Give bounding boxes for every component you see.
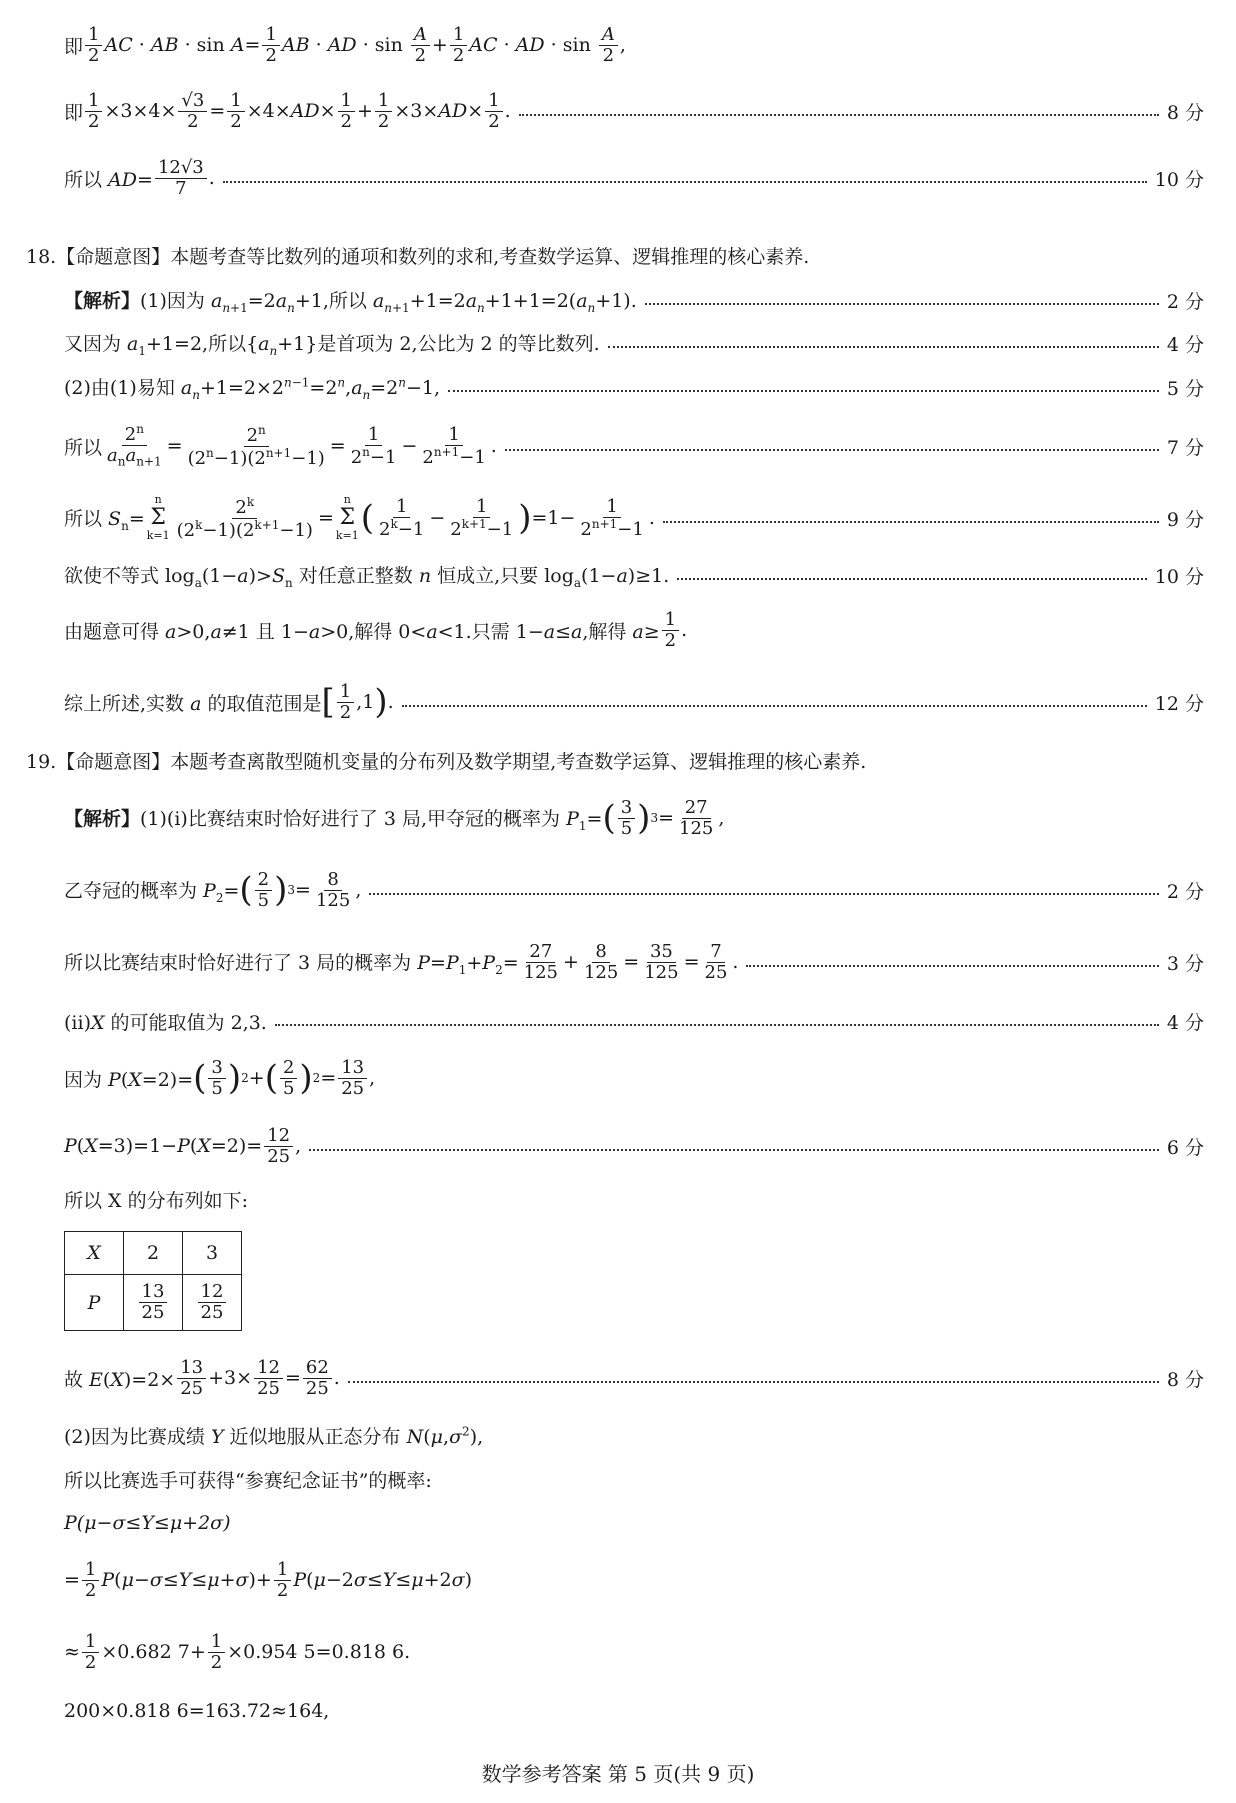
score-label: 12 分 xyxy=(1154,692,1204,715)
table-cell: X xyxy=(65,1232,124,1275)
q18-a: 【解析】(1)因为 $a_{n+1}=2a_n+1$,所以 $a_{n+1}+1=2a_n+1+1=2(a_n+1)$. 2 分 xyxy=(64,285,1204,315)
leader-dots xyxy=(677,578,1147,580)
table-cell: $\frac{12}{25}$ xyxy=(183,1275,242,1331)
leader-dots xyxy=(448,390,1159,392)
score-label: 7 分 xyxy=(1166,436,1204,459)
q18-g: 由题意可得 a>0,a≠1 且 1−a>0,解得 0<a<1.只需 1−a≤a,解得 a≥ $\frac{1}{2}$ . xyxy=(64,608,688,651)
leader-dots xyxy=(608,346,1159,348)
leader-dots xyxy=(746,965,1158,967)
line-3: 所以 AD= $\frac{12√3}{7}$ . 10 分 xyxy=(64,156,1204,199)
leader-dots xyxy=(223,181,1147,183)
score-label: 3 分 xyxy=(1166,952,1204,975)
q18-f: 欲使不等式 $\log_a(1-a)>S_n$ 对任意正整数 n 恒成立,只要 $\log_a(1-a)\ge 1$. 10 分 xyxy=(64,560,1204,590)
q19-f: P(X=3)=1−P(X=2)= $\frac{12}{25}$ , 6 分 xyxy=(64,1124,1204,1167)
distribution-table xyxy=(64,1231,242,1331)
q19-m: ≈ $\frac{1}{2}$ ×0.682 7+ $\frac{1}{2}$ ×0.954 5=0.818 6. xyxy=(64,1630,411,1673)
score-label: 8 分 xyxy=(1166,101,1204,124)
leader-dots xyxy=(369,893,1159,895)
q19-l: = $\frac{1}{2}$ P(μ−σ≤Y≤μ+σ)+ $\frac{1}{2}$ P(μ−2σ≤Y≤μ+2σ) xyxy=(64,1558,473,1601)
q19-e: 因为 P(X=2)= ( $\frac{3}{5}$ ) 2 + ( $\frac{2}{5}$ ) 2 = $\frac{13}{25}$ , xyxy=(64,1056,376,1099)
leader-dots xyxy=(348,1381,1159,1383)
q19-k: P(μ−σ≤Y≤μ+2σ) xyxy=(64,1512,231,1534)
q18-d: 所以 $\frac{2^n}{a_na_{n+1}}$ = $\frac{2^n}{(2^n-1)(2^{n+1}-1)}$ = $\frac{1}{2^n-1}$ − $\frac{1}{2^{n+1}-1}$ . 7 分 xyxy=(64,422,1204,469)
score-label: 4 分 xyxy=(1166,333,1204,356)
q18-e: 所以 $S_n=$ n Σ k=1 $\frac{2^k}{(2^k-1)(2^{k+1}-1)}$ = n Σ k=1 ( $\frac{1}{2^k-1}$ − $\frac{1}{2^{k+1}-1}$ ) =1− $\frac{1}{2^{n+1}-1}$ . 9 分 xyxy=(64,492,1204,543)
table-cell: 3 xyxy=(183,1232,242,1275)
q19-g: 所以 X 的分布列如下: xyxy=(64,1189,249,1212)
q19-c: 所以比赛结束时恰好进行了 3 局的概率为 $P=P_1+P_2=$ $\frac{27}{125}$ + $\frac{8}{125}$ = $\frac{35}{125}$ = $\frac{7}{25}$ . 3 分 xyxy=(64,940,1204,983)
score-label: 2 分 xyxy=(1166,290,1204,313)
q18-h: 综上所述,实数 a 的取值范围是 [ $\frac{1}{2}$ ,1 ) . 12 分 xyxy=(64,680,1204,723)
score-label: 8 分 xyxy=(1166,1368,1204,1391)
q18-b: 又因为 $a_1+1=2$,所以$\{a_n+1\}$是首项为 2,公比为 2 的等比数列. 4 分 xyxy=(64,328,1204,358)
q19-j: 所以比赛选手可获得“参赛纪念证书”的概率: xyxy=(64,1469,432,1492)
q19-d: (ii)X 的可能取值为 2,3. 4 分 xyxy=(64,1006,1204,1036)
score-label: 4 分 xyxy=(1166,1011,1204,1034)
table-cell: 2 xyxy=(124,1232,183,1275)
q19-i: (2)因为比赛成绩 Y 近似地服从正态分布 $N(\mu,\sigma^2)$, xyxy=(64,1424,484,1448)
q19-h: 故 E(X)=2× $\frac{13}{25}$ +3× $\frac{12}{25}$ = $\frac{62}{25}$ . 8 分 xyxy=(64,1356,1204,1399)
q19-title: 19.【命题意图】本题考查离散型随机变量的分布列及数学期望,考查数学运算、逻辑推理的核心素养. xyxy=(26,750,867,773)
score-label: 6 分 xyxy=(1166,1136,1204,1159)
table-cell: P xyxy=(65,1275,124,1331)
q19-b: 乙夺冠的概率为 $P_2=$ ( $\frac{2}{5}$ ) 3 = $\frac{8}{125}$ , 2 分 xyxy=(64,868,1204,911)
table-row xyxy=(65,1232,242,1275)
q19-a: 【解析】(1)(i)比赛结束时恰好进行了 3 局,甲夺冠的概率为 $P_1=$ ( $\frac{3}{5}$ ) 3 = $\frac{27}{125}$ , xyxy=(64,796,725,839)
leader-dots xyxy=(663,521,1159,523)
table-cell: $\frac{13}{25}$ xyxy=(124,1275,183,1331)
score-label: 10 分 xyxy=(1154,168,1204,191)
q18-c: (2)由(1)易知 $a_n+1=2\times 2^{n-1}=2^n,a_n=2^n-1$, 5 分 xyxy=(64,375,1204,402)
page-footer: 数学参考答案 第 5 页(共 9 页) xyxy=(481,1762,755,1786)
line-2: 即 $\frac{1}{2}$ ×3×4× $\frac{√3}{2}$ = $\frac{1}{2}$ ×4× AD × $\frac{1}{2}$ + $\frac{1}{2}$ ×3× AD × $\frac{1}{2}$ . 8 分 xyxy=(64,89,1204,132)
leader-dots xyxy=(309,1149,1159,1151)
table-row xyxy=(65,1275,242,1331)
q19-n: 200×0.818 6=163.72≈164, xyxy=(64,1700,330,1722)
score-label: 2 分 xyxy=(1166,880,1204,903)
score-label: 5 分 xyxy=(1166,377,1204,400)
leader-dots xyxy=(519,114,1159,116)
leader-dots xyxy=(645,303,1159,305)
leader-dots xyxy=(275,1024,1159,1026)
line-1: 即 $\frac{1}{2}$ AC · AB · sin A = $\frac{1}{2}$ AB · AD · sin $\frac{A}{2}$ + $\frac{1}{2}$ AC · AD · sin $\frac{A}{2}$ , xyxy=(64,23,626,66)
leader-dots xyxy=(505,449,1159,451)
q18-title: 18.【命题意图】本题考查等比数列的通项和数列的求和,考查数学运算、逻辑推理的核心素养. xyxy=(26,245,810,268)
leader-dots xyxy=(402,705,1147,707)
score-label: 9 分 xyxy=(1166,508,1204,531)
score-label: 10 分 xyxy=(1154,565,1204,588)
